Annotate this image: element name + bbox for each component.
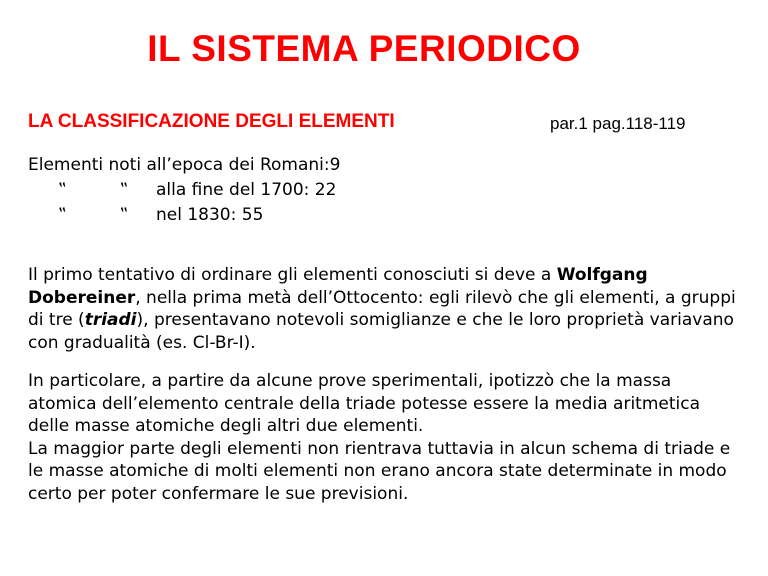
count-1830-text: nel 1830: 55: [156, 205, 264, 225]
limitation-text: La maggior parte degli elementi non rientrava tuttavia in alcun schema di triade e le masse atomiche di molti elementi non erano ancora state determinate in modo certo per poter confermare le sue previsioni.: [28, 438, 731, 504]
ditto-mark: ‟: [119, 180, 129, 200]
count-1700: [28, 178, 340, 203]
paragraph-dobereiner: [28, 264, 743, 354]
ditto-mark: ‟: [58, 180, 67, 200]
ditto-mark: ‟: [119, 205, 129, 225]
hypothesis-text: In particolare, a partire da alcune prove sperimentali, ipotizzò che la massa atomica dell’elemento centrale della triade potesse essere la media aritmetica delle masse atomiche degli altri due elementi.: [28, 371, 701, 436]
ditto-mark: ‟: [58, 205, 67, 225]
section-subtitle: LA CLASSIFICAZIONE DEGLI ELEMENTI: [28, 111, 395, 132]
scientist-name: Wolfgang Dobereiner: [28, 265, 648, 308]
paragraph-text: Il primo tentativo di ordinare gli elementi conosciuti si deve a: [28, 265, 557, 285]
element-counts: [28, 153, 340, 228]
paragraph-text: , nella prima metà dell’Ottocento: egli rilevò che gli elementi, a gruppi di tre (: [28, 287, 736, 330]
paragraph-hypothesis: [28, 370, 743, 505]
page-title: IL SISTEMA PERIODICO: [147, 28, 581, 69]
count-romans: Elementi noti all’epoca dei Romani:9: [28, 155, 341, 175]
paragraph-text: ), presentavano notevoli somiglianze e che le loro proprietà variavano con gradualità (es. Cl-Br-I).: [28, 310, 734, 353]
textbook-reference: par.1 pag.118-119: [550, 114, 686, 133]
term-triadi: triadi: [84, 310, 137, 330]
count-1700-text: alla fine del 1700: 22: [156, 180, 337, 200]
count-1830: [28, 203, 340, 228]
